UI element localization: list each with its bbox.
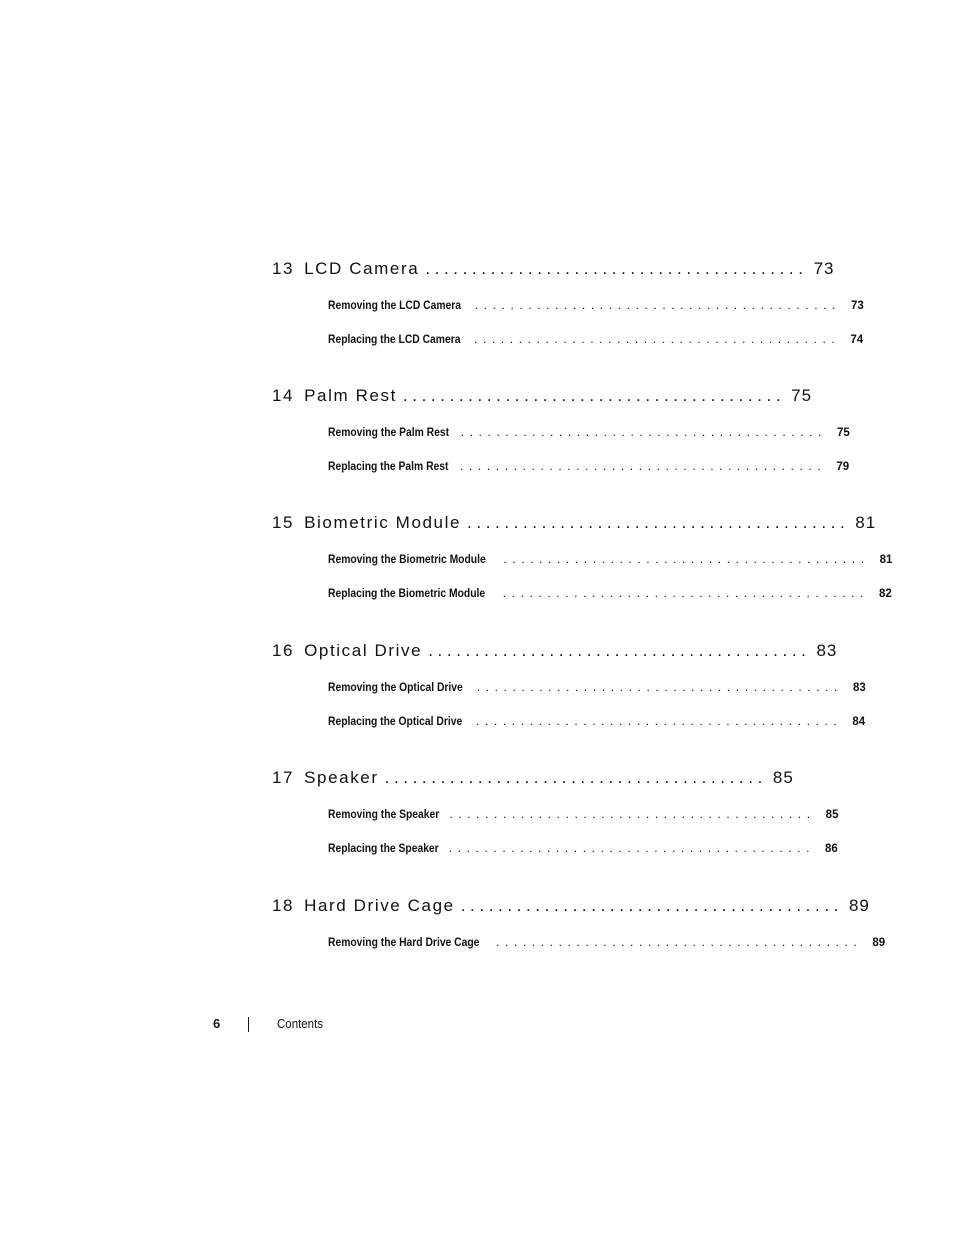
dot-leader: ......................................... (503, 552, 870, 566)
dot-leader: ......................................... (474, 332, 841, 346)
toc-section-entry[interactable] (328, 449, 850, 483)
toc-section-entry[interactable] (328, 415, 850, 449)
chapter-spacer (272, 483, 665, 504)
section-page-number: 82 (879, 588, 892, 600)
dot-leader: ......................................... (449, 807, 816, 821)
chapter-number: 14 (272, 386, 295, 405)
chapter-page-number: 73 (813, 259, 835, 278)
toc-section-entry[interactable] (328, 670, 866, 704)
dot-leader: ......................................... (428, 641, 811, 660)
footer-section-label: Contents (277, 1017, 324, 1031)
dot-leader: ......................................... (460, 425, 827, 439)
dot-leader: ......................................... (467, 513, 850, 532)
toc-chapter-15 (272, 504, 893, 610)
section-title: Replacing the Optical Drive (328, 714, 463, 728)
section-page-number: 74 (850, 334, 864, 346)
toc-chapter-entry[interactable] (272, 377, 813, 415)
toc-chapter-entry[interactable] (272, 632, 838, 670)
footer-divider (248, 1017, 249, 1032)
dot-leader: ......................................... (460, 459, 827, 473)
toc-chapter-13 (272, 250, 864, 356)
chapter-page-number: 83 (816, 641, 838, 660)
section-title: Replacing the Biometric Module (328, 586, 486, 600)
section-page-number: 89 (872, 937, 886, 949)
dot-leader: ......................................... (384, 768, 767, 787)
chapter-number: 17 (272, 768, 295, 787)
section-title: Replacing the LCD Camera (328, 332, 461, 346)
table-of-contents (272, 250, 893, 959)
section-title: Removing the Hard Drive Cage (328, 935, 480, 949)
section-page-number: 73 (851, 300, 864, 312)
chapter-title: Biometric Module (304, 513, 462, 532)
toc-section-entry[interactable] (328, 925, 886, 959)
toc-chapter-entry[interactable] (272, 887, 870, 925)
dot-leader: ......................................... (496, 935, 863, 949)
chapter-page-number: 89 (848, 896, 870, 915)
toc-chapter-16 (272, 632, 866, 738)
page-footer (213, 1013, 327, 1035)
toc-chapter-entry[interactable] (272, 504, 877, 542)
section-page-number: 86 (825, 843, 838, 855)
chapter-spacer (272, 738, 665, 759)
section-title: Replacing the Speaker (328, 841, 439, 855)
chapter-number: 13 (272, 259, 295, 278)
chapter-page-number: 85 (772, 768, 794, 787)
chapter-title: Optical Drive (304, 641, 423, 660)
section-page-number: 84 (852, 716, 866, 728)
dot-leader: ......................................... (425, 259, 808, 278)
section-page-number: 75 (837, 427, 850, 439)
chapter-number: 15 (272, 513, 295, 532)
section-title: Replacing the Palm Rest (328, 459, 449, 473)
chapter-title: Speaker (304, 768, 379, 787)
toc-section-entry[interactable] (328, 322, 864, 356)
dot-leader: ......................................... (476, 680, 843, 694)
chapter-spacer (272, 610, 665, 632)
dot-leader: ......................................... (448, 841, 816, 855)
toc-section-entry[interactable] (328, 288, 864, 322)
chapter-number: 18 (272, 896, 295, 915)
chapter-title: Palm Rest (304, 386, 397, 405)
chapter-page-number: 75 (791, 386, 813, 405)
toc-chapter-17 (272, 759, 839, 865)
toc-section-entry[interactable] (328, 831, 838, 865)
chapter-title: LCD Camera (304, 259, 420, 278)
chapter-spacer (272, 356, 665, 377)
toc-chapter-entry[interactable] (272, 759, 794, 797)
toc-chapter-18 (272, 887, 886, 959)
toc-chapter-entry[interactable] (272, 250, 835, 288)
toc-section-entry[interactable] (328, 542, 893, 576)
section-title: Removing the Speaker (328, 807, 440, 821)
chapter-title: Hard Drive Cage (304, 896, 455, 915)
section-title: Removing the Palm Rest (328, 425, 450, 439)
section-title: Removing the LCD Camera (328, 298, 462, 312)
chapter-spacer (272, 865, 665, 887)
dot-leader: ......................................... (402, 386, 786, 405)
toc-section-entry[interactable] (328, 576, 892, 610)
section-page-number: 85 (825, 809, 839, 821)
toc-chapter-14 (272, 377, 850, 483)
chapter-number: 16 (272, 641, 295, 660)
section-page-number: 81 (879, 554, 893, 566)
dot-leader: ......................................... (502, 586, 869, 600)
toc-section-entry[interactable] (328, 704, 866, 738)
dot-leader: ......................................... (476, 714, 843, 728)
section-page-number: 83 (853, 682, 866, 694)
toc-section-entry[interactable] (328, 797, 839, 831)
dot-leader: ......................................... (474, 298, 841, 312)
dot-leader: ......................................... (460, 896, 843, 915)
chapter-page-number: 81 (855, 513, 877, 532)
section-title: Removing the Optical Drive (328, 680, 463, 694)
footer-page-number: 6 (213, 1016, 221, 1031)
section-title: Removing the Biometric Module (328, 552, 486, 566)
section-page-number: 79 (836, 461, 850, 473)
